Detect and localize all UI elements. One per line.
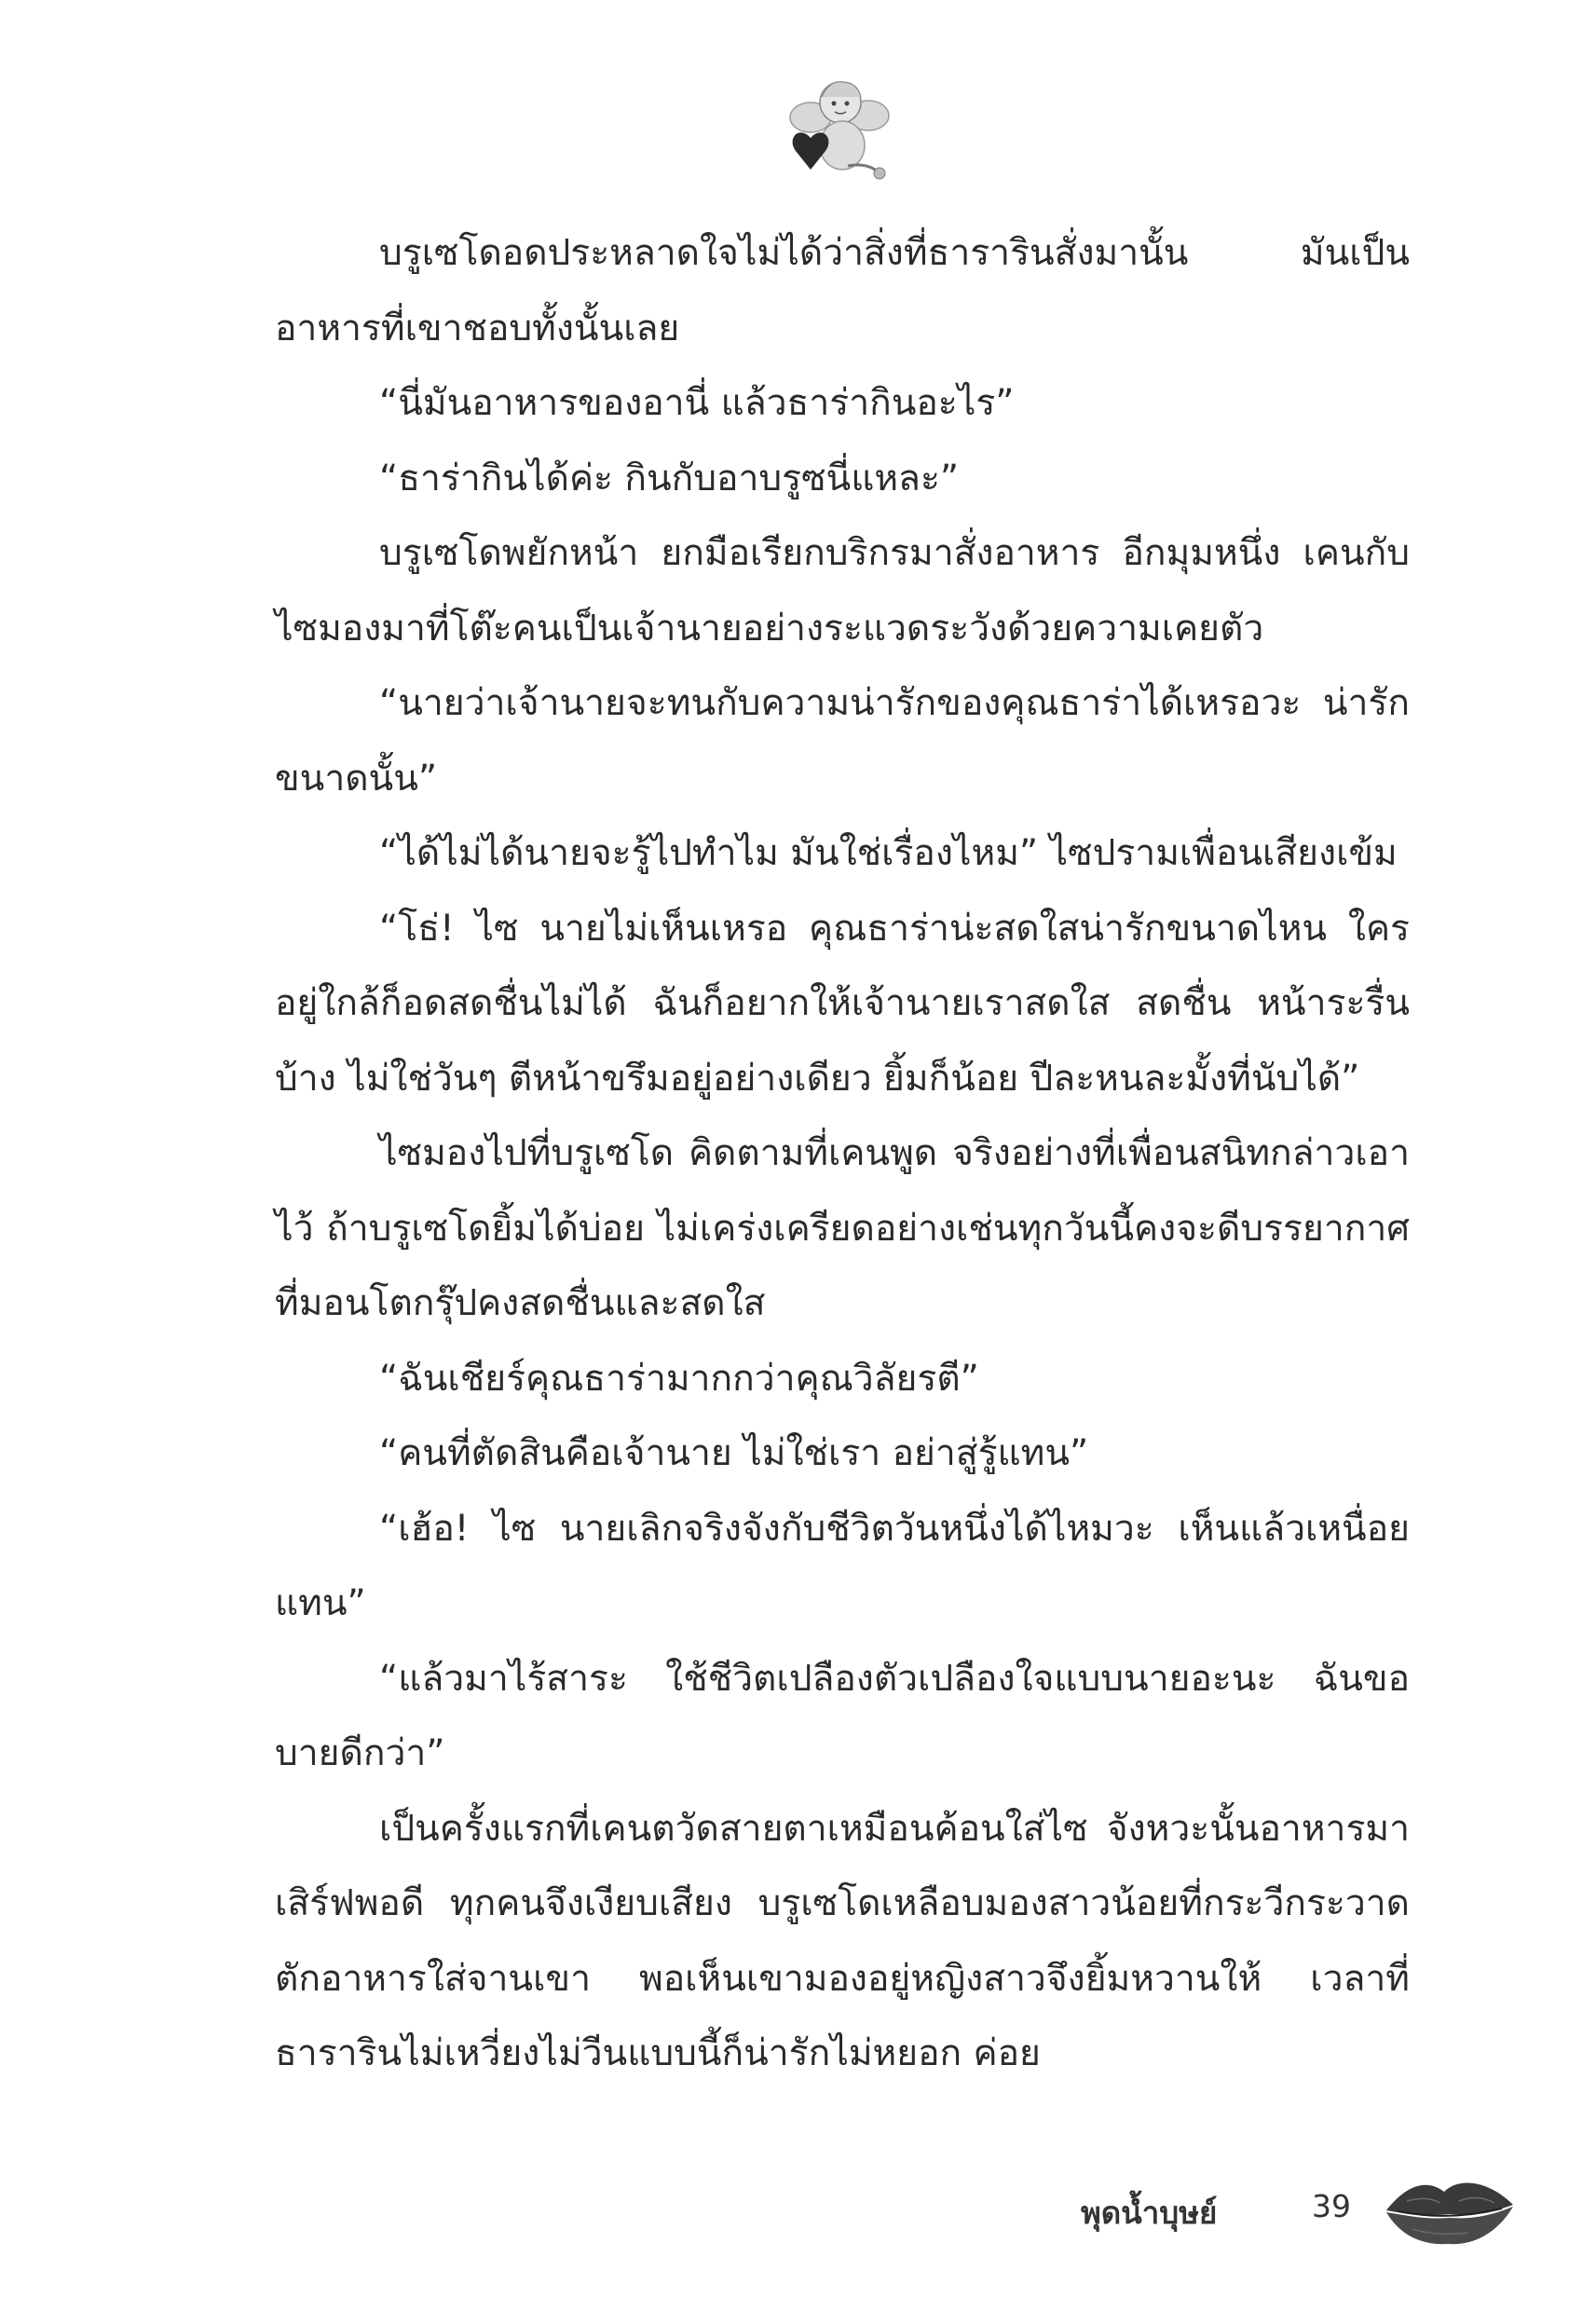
paragraph: “นี่มันอาหารของอานี่ แล้วธาร่ากินอะไร” bbox=[379, 382, 1015, 424]
lips-kiss-icon bbox=[1379, 2167, 1519, 2251]
paragraph: “คนที่ตัดสินคือเจ้านาย ไม่ใช่เรา อย่าสู่รู้แทน” bbox=[379, 1432, 1089, 1474]
page-footer bbox=[1081, 2167, 1528, 2251]
cupid-with-heart-icon bbox=[783, 73, 894, 185]
paragraph: บรูเซโดพยักหน้า ยกมือเรียกบริกรมาสั่งอาหาร อีกมุมหนึ่ง เคนกับไซมองมาที่โต๊ะคนเป็นเจ้านายอย่างระแวดระวังด้วยความเคยตัว bbox=[275, 532, 1410, 650]
paragraph: บรูเซโดอดประหลาดใจไม่ได้ว่าสิ่งที่ธารารินสั่งมานั้น มันเป็นอาหารที่เขาชอบทั้งนั้นเลย bbox=[275, 232, 1410, 349]
paragraph: “แล้วมาไร้สาระ ใช้ชีวิตเปลืองตัวเปลืองใจแบบนายอะนะ ฉันขอบายดีกว่า” bbox=[275, 1657, 1410, 1774]
body-text bbox=[275, 216, 1410, 2092]
paragraph: “ได้ไม่ได้นายจะรู้ไปทำไม มันใช่เรื่องไหม” ไซปรามเพื่อนเสียงเข้ม bbox=[379, 832, 1398, 874]
paragraph: “นายว่าเจ้านายจะทนกับความน่ารักของคุณธาร่าได้เหรอวะ น่ารักขนาดนั้น” bbox=[275, 682, 1410, 800]
paragraph: “ฉันเชียร์คุณธาร่ามากกว่าคุณวิลัยรตี” bbox=[379, 1357, 979, 1400]
paragraph: “เฮ้อ! ไซ นายเลิกจริงจังกับชีวิตวันหนึ่งได้ไหมวะ เห็นแล้วเหนื่อยแทน” bbox=[275, 1507, 1410, 1624]
paragraph: “ธาร่ากินได้ค่ะ กินกับอาบรูซนี่แหละ” bbox=[379, 457, 960, 499]
page-number: 39 bbox=[1312, 2188, 1351, 2224]
paragraph: “โธ่! ไซ นายไม่เห็นเหรอ คุณธาร่าน่ะสดใสน่ารักขนาดไหน ใครอยู่ใกล้ก็อดสดชื่นไม่ได้ ฉันก็อยากให้เจ้านายเราสดใส สดชื่น หน้าระรื่นบ้าง ไม่ใช่วันๆ ตีหน้าขรึมอยู่อย่างเดียว ยิ้มก็น้อย ปีละหนละมั้งที่นับได้” bbox=[275, 907, 1410, 1100]
paragraph: เป็นครั้งแรกที่เคนตวัดสายตาเหมือนค้อนใส่ไซ จังหวะนั้นอาหารมาเสิร์ฟพอดี ทุกคนจึงเงียบเสียง บรูเซโดเหลือบมองสาวน้อยที่กระวีกระวาดตักอาหารใส่จานเขา พอเห็นเขามองอยู่หญิงสาวจึงยิ้มหวานให้ เวลาที่ธารารินไม่เหวี่ยงไม่วีนแบบนี้ก็น่ารักไม่หยอก ค่อย bbox=[275, 1807, 1410, 2074]
paragraph: ไซมองไปที่บรูเซโด คิดตามที่เคนพูด จริงอย่างที่เพื่อนสนิทกล่าวเอาไว้ ถ้าบรูเซโดยิ้มได้บ่อย ไม่เคร่งเครียดอย่างเช่นทุกวันนี้คงจะดีบรรยากาศที่มอนโตกรุ๊ปคงสดชื่นและสดใส bbox=[275, 1132, 1410, 1324]
footer-book-title: พุดน้ำบุษย์ bbox=[1081, 2195, 1218, 2231]
